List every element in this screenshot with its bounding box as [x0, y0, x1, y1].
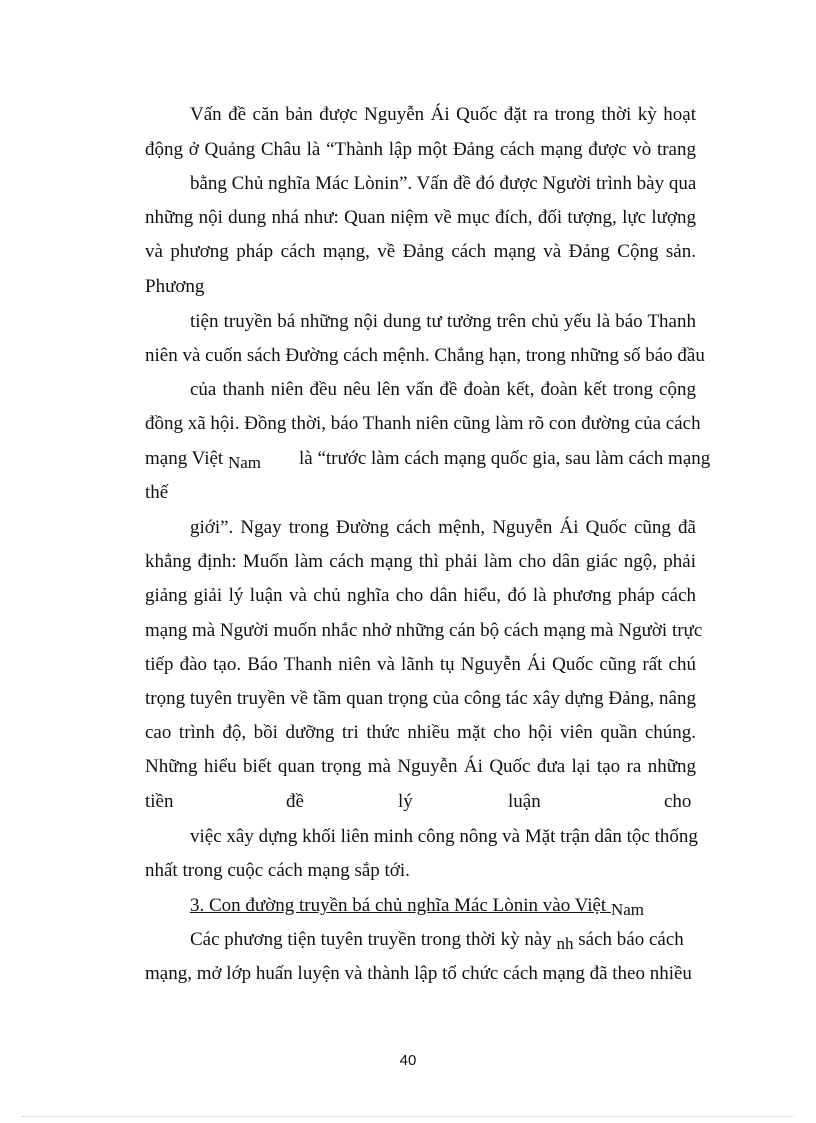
- text-line: đồng xã hội. Đồng thời, báo Thanh niên cũng làm rõ con đường của cách: [145, 413, 701, 434]
- text-line: nhất trong cuộc cách mạng sắp tới.: [145, 860, 410, 881]
- text-line: và phương pháp cách mạng, về Đảng cách mạng và Đảng Cộng sản.: [145, 241, 696, 262]
- text-fragment: mạng Việt: [145, 448, 224, 469]
- text-line: tiếp đào tạo. Báo Thanh niên và lãnh tụ Nguyễn Ái Quốc cũng rất chú: [145, 654, 696, 675]
- text-word: tiền: [145, 791, 174, 812]
- page-edge-divider: [22, 1116, 794, 1117]
- section-heading: [190, 894, 644, 918]
- text-fragment: Nam: [227, 453, 261, 472]
- text-word: cho: [664, 791, 692, 812]
- text-line: thế: [145, 482, 169, 503]
- text-line: Những hiểu biết quan trọng mà Nguyễn Ái Quốc đưa lại tạo ra những: [145, 756, 696, 777]
- heading-text: Nam: [610, 900, 644, 919]
- text-line: khẳng định: Muốn làm cách mạng thì phải làm cho dân giác ngộ, phải: [145, 551, 696, 572]
- text-word: đề: [286, 791, 304, 812]
- page-number: 40: [399, 1052, 417, 1069]
- text-line: giảng giải lý luận và chủ nghĩa cho dân hiểu, đó là phương pháp cách: [145, 585, 696, 606]
- text-line: niên và cuốn sách Đường cách mệnh. Chẳng hạn, trong những số báo đầu: [145, 345, 705, 366]
- text-word: lý: [398, 791, 413, 812]
- text-word: luận: [508, 791, 541, 812]
- text-line: là “trước làm cách mạng quốc gia, sau làm cách mạng: [299, 448, 711, 469]
- text-line: tiện truyền bá những nội dung tư tưởng trên chủ yếu là báo Thanh: [190, 311, 696, 332]
- text-line: Phương: [145, 276, 205, 297]
- text-fragment: Các phương tiện tuyên truyền trong thời kỳ này: [190, 929, 552, 950]
- text-line: [145, 447, 261, 471]
- text-line: mạng mà Người muốn nhắc nhở những cán bộ cách mạng mà Người trực: [145, 620, 703, 641]
- text-line: việc xây dựng khối liên minh công nông và Mặt trận dân tộc thống: [190, 826, 698, 847]
- text-line: của thanh niên đều nêu lên vấn đề đoàn kết, đoàn kết trong cộng: [190, 379, 696, 400]
- text-line: bằng Chủ nghĩa Mác Lònin”. Vấn đề đó được Người trình bày qua: [190, 173, 697, 194]
- text-fragment: sách báo cách: [578, 929, 684, 950]
- text-line: Vấn đề căn bản được Nguyễn Ái Quốc đặt ra trong thời kỳ hoạt: [190, 104, 696, 125]
- text-line: trọng tuyên truyền về tầm quan trọng của công tác xây dựng Đảng, nâng: [145, 688, 696, 709]
- text-line: mạng, mở lớp huấn luyện và thành lập tổ chức cách mạng đã theo nhiều: [145, 963, 692, 984]
- heading-text: 3. Con đường truyền bá chủ nghĩa Mác Lònin vào Việt: [190, 895, 607, 916]
- text-line: động ở Quảng Châu là “Thành lập một Đảng cách mạng được vò trang: [145, 139, 696, 160]
- text-line: giới”. Ngay trong Đường cách mệnh, Nguyễn Ái Quốc cũng đã: [190, 517, 696, 538]
- text-line: những nội dung nhá như: Quan niệm về mục đích, đối tượng, lực lượng: [145, 207, 696, 228]
- text-fragment: nh: [556, 934, 574, 953]
- text-line: cao trình độ, bồi dưỡng tri thức nhiều mặt cho hội viên quần chúng.: [145, 722, 696, 743]
- text-line: [190, 928, 684, 952]
